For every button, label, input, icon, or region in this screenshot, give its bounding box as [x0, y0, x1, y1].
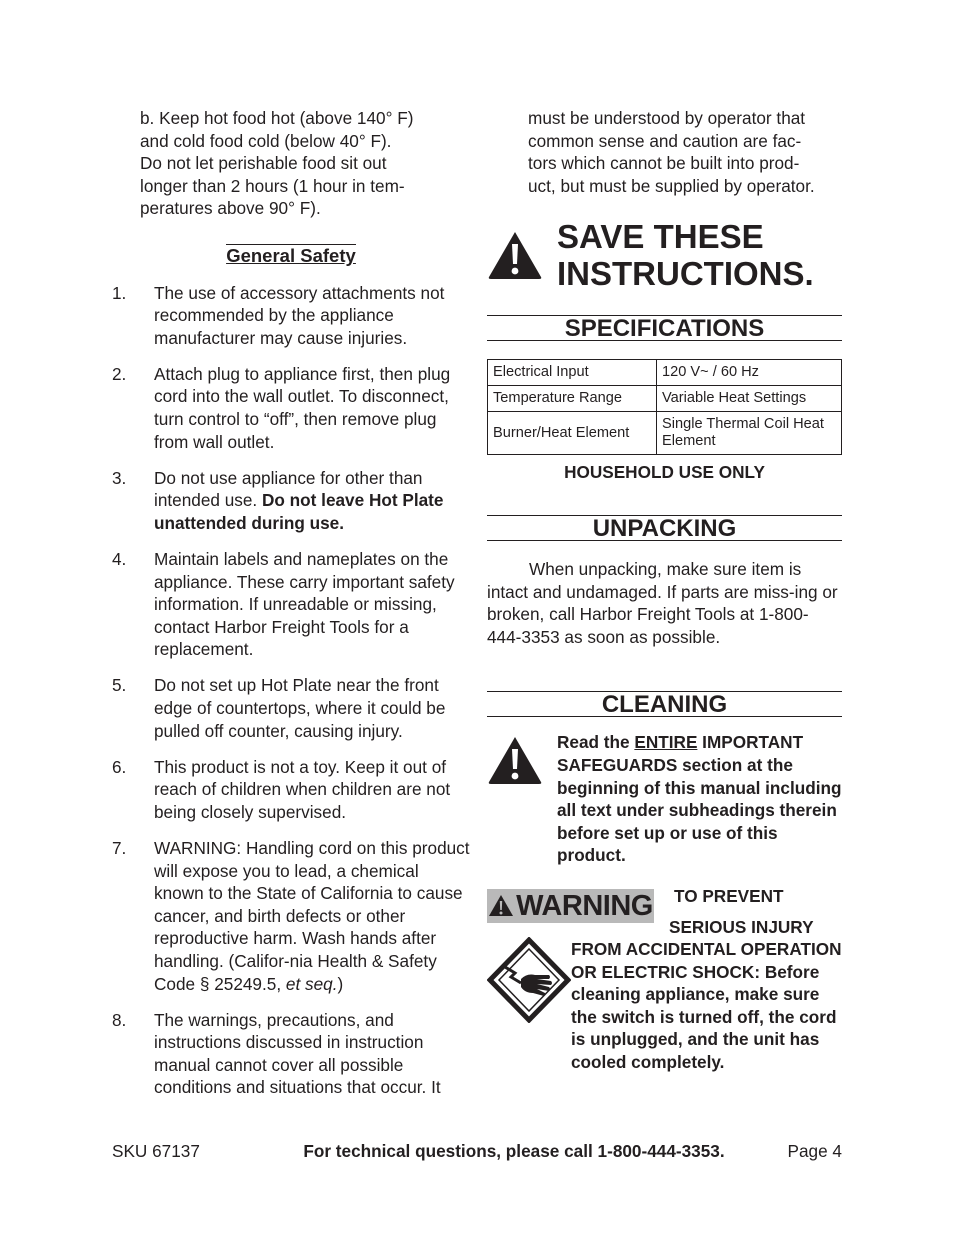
left-column — [112, 107, 470, 1113]
page-footer — [112, 1140, 842, 1163]
note-line: b. Keep hot food hot (above 140° F) — [140, 108, 414, 128]
list-item: 8. The warnings, precautions, and instructions discussed in instruction manual cannot cover all possible conditions and situations that occur. It — [112, 1009, 441, 1098]
electric-shock-hand-icon — [487, 937, 571, 1023]
shock-warning-block — [487, 885, 842, 1095]
note-line: peratures above 90° F). — [140, 198, 321, 219]
warning-badge: WARNING — [487, 889, 654, 923]
warning-triangle-icon — [488, 894, 514, 917]
list-item: 7. WARNING: Handling cord on this product will expose you to lead, a chemical known to the State of California to cause cancer, and birth defects or other reproductive harm. Wash hands after handling. (Califor-nia Health & Safety Code § 25249.5, et seq.) — [112, 838, 470, 994]
table-row: Electrical Input 120 V~ / 60 Hz — [488, 360, 842, 386]
warning-triangle-icon — [487, 230, 543, 280]
list-item: 6. This product is not a toy. Keep it out of reach of children when children are not being closely supervised. — [112, 756, 451, 822]
cleaning-heading: CLEANING — [487, 691, 842, 717]
list-item: 5. Do not set up Hot Plate near the front edge of countertops, where it could be pulled off counter, causing injury. — [112, 675, 446, 741]
note-line: longer than 2 hours (1 hour in tem- — [140, 175, 405, 196]
table-row: Burner/Heat Element Single Thermal Coil Heat Element — [488, 412, 842, 455]
unpacking-heading: UNPACKING — [487, 515, 842, 541]
note-line: and cold food cold (below 40° F). — [140, 130, 392, 151]
unattended-warning: Do not leave Hot Plate unattended during use. — [154, 490, 444, 533]
table-row: Temperature Range Variable Heat Settings — [488, 386, 842, 412]
specifications-heading: SPECIFICATIONS — [487, 315, 842, 341]
warning-text: TO PREVENT SERIOUS INJURY FROM ACCIDENTAL OPERATION OR ELECTRIC SHOCK: Before cleaning appliance, make sure the switch is turned off, the cord is unplugged, and the unit has cooled completely. — [571, 885, 842, 1073]
save-instructions-block — [487, 215, 842, 295]
food-temperature-note — [140, 107, 470, 220]
warning-triangle-icon — [487, 735, 543, 785]
page-number: Page 4 — [787, 1141, 842, 1161]
note-line: Do not let perishable food sit out — [140, 153, 387, 174]
list-item: 4. Maintain labels and nameplates on the appliance. These carry important safety information. If unreadable or missing, contact Harbor Freight Tools for a replacement. — [112, 549, 455, 660]
list-item: 1. The use of accessory attachments not recommended by the appliance manufacturer may cause injuries. — [112, 282, 445, 348]
general-safety-heading: General Safety — [226, 244, 356, 266]
safety-rules-list — [112, 282, 470, 1100]
technical-support-line: For technical questions, please call 1-800-444-3353. — [303, 1141, 725, 1161]
list-item: 3. Do not use appliance for other than intended use. Do not leave Hot Plate unattended during use. — [112, 467, 444, 533]
cleaning-instruction: Read the ENTIRE IMPORTANT SAFEGUARDS section at the beginning of this manual including all text under subheadings therein before set up or use of this product. — [557, 732, 842, 866]
save-instructions-title: SAVE THESE INSTRUCTIONS. — [557, 218, 814, 293]
list-item: 2. Attach plug to appliance first, then plug cord into the wall outlet. To disconnect, turn control to “off”, then remove plug from wall outlet. — [112, 363, 451, 452]
sku-label: SKU 67137 — [112, 1141, 200, 1161]
specifications-table — [487, 359, 842, 455]
unpacking-text: When unpacking, make sure item is intact and undamaged. If parts are miss-ing or broken, call Harbor Freight Tools at 1-800-444-3353 as soon as possible. — [487, 558, 838, 647]
cleaning-notice — [487, 731, 842, 867]
household-use-label: HOUSEHOLD USE ONLY — [564, 462, 765, 483]
right-column — [487, 107, 842, 1095]
continuation-text: must be understood by operator that common sense and caution are fac- tors which cannot be built into prod- uct, but must be supplied by operator. — [528, 108, 815, 196]
